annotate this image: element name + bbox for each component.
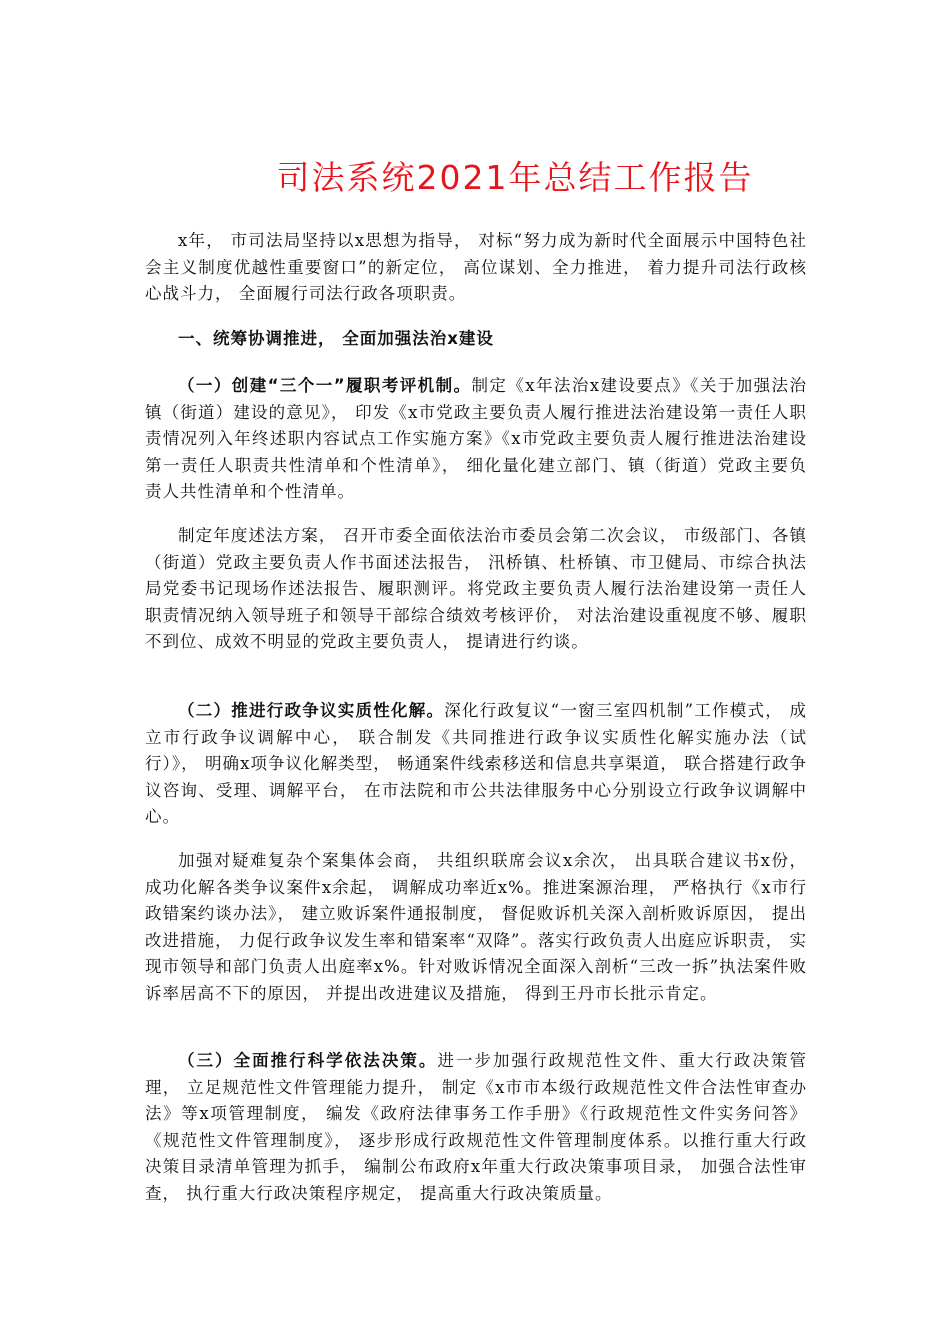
section-heading: 一、统筹协调推进， 全面加强法治x建设 <box>178 329 494 348</box>
paragraph-text: 制定年度述法方案， 召开市委全面依法治市委员会第二次会议， 市级部门、各镇（街道）党政主要负责人作书面述法报告， 汛桥镇、杜桥镇、市卫健局、市综合执法局党委书记现场作述法报告、履职测评。将党政主要负责人履行法治建设第一责任人职责情况纳入领导班子和领导干部综合绩效考核评价， 对法治建设重视度不够、履职不到位、成效不明显的党政主要负责人， 提请进行约谈。 <box>145 526 807 651</box>
paragraph-3 <box>145 698 807 831</box>
paragraph-lead: （一）创建“三个一”履职考评机制。 <box>178 376 472 395</box>
paragraph-text: 制定《x年法治x建设要点》《关于加强法治镇（街道）建设的意见》， 印发《x市党政主要负责人履行推进法治建设第一责任人职责情况列入年终述职内容试点工作实施方案》《x市党政主要负责人履行推进法治建设第一责任人职责共性清单和个性清单》， 细化量化建立部门、镇（街道）党政主要负责人共性清单和个性清单。 <box>145 376 807 501</box>
intro-paragraph: x年， 市司法局坚持以x思想为指导， 对标“努力成为新时代全面展示中国特色社会主义制度优越性重要窗口”的新定位， 高位谋划、全力推进， 着力提升司法行政核心战斗力， 全面履行司法行政各项职责。 <box>145 231 807 303</box>
paragraph-text: 加强对疑难复杂个案集体会商， 共组织联席会议x余次， 出具联合建议书x份， 成功化解各类争议案件x余起， 调解成功率近x%。推进案源治理， 严格执行《x市行政错案约谈办法》， 建立败诉案件通报制度， 督促败诉机关深入剖析败诉原因， 提出改进措施， 力促行政争议发生率和错案率“双降”。落实行政负责人出庭应诉职责， 实现市领导和部门负责人出庭率x%。针对败诉情况全面深入剖析“三改一拆”执法案件败诉率居高不下的原因， 并提出改进建议及措施， 得到王丹市长批示肯定。 <box>145 851 807 1003</box>
paragraph-2 <box>145 523 807 656</box>
paragraph-5 <box>145 1048 807 1207</box>
paragraph-text: 进一步加强行政规范性文件、重大行政决策管理， 立足规范性文件管理能力提升， 制定《x市市本级行政规范性文件合法性审查办法》等x项管理制度， 编发《政府法律事务工作手册》《行政规范性文件实务问答》《规范性文件管理制度》， 逐步形成行政规范性文件管理制度体系。以推行重大行政决策目录清单管理为抓手， 编制公布政府x年重大行政决策事项目录， 加强合法性审查， 执行重大行政决策程序规定， 提高重大行政决策质量。 <box>145 1051 808 1203</box>
paragraph-lead: （三）全面推行科学依法决策。 <box>178 1051 438 1070</box>
paragraph-4 <box>145 848 807 1007</box>
paragraph-lead: （二）推进行政争议实质性化解。 <box>178 701 445 720</box>
document-title: 司法系统2021年总结工作报告 <box>276 158 754 197</box>
paragraph-1 <box>145 373 807 506</box>
paragraph-text: 深化行政复议“一窗三室四机制”工作模式， 成立市行政争议调解中心， 联合制发《共同推进行政争议实质性化解实施办法（试行）》， 明确x项争议化解类型， 畅通案件线索移送和信息共享渠道， 联合搭建行政争议咨询、受理、调解平台， 在市法院和市公共法律服务中心分别设立行政争议调解中心。 <box>145 701 807 826</box>
